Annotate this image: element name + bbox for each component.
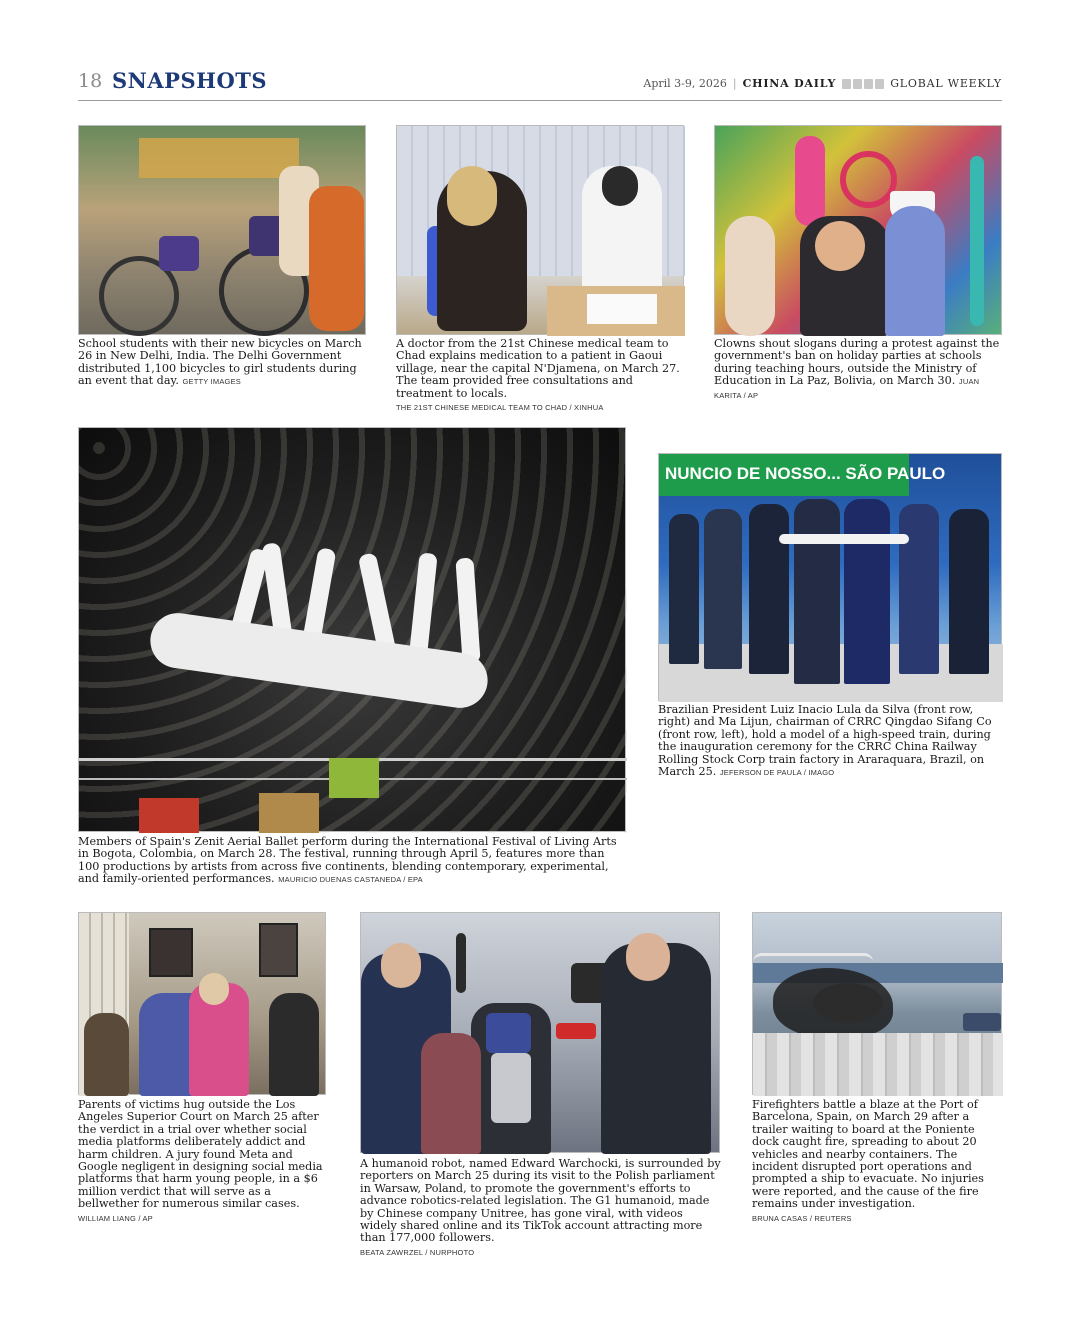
photo-credit: WILLIAM LIANG / AP [78, 1213, 153, 1223]
photo-credit: BRUNA CASAS / REUTERS [752, 1213, 852, 1223]
caption-text: A humanoid robot, named Edward Warchocki, is surrounded by reporters on March 25 during its visit to the Polish parliament in Warsaw, Poland, to promote the government's efforts to advance robotics-related legislation. The G1 humanoid, made by Chinese company Unitree, has gone viral, with videos widely shared online and its TikTok account attracting more than 177,000 followers. [360, 1157, 721, 1245]
photo-credit: MAURICIO DUENAS CASTANEDA / EPA [278, 875, 423, 885]
sign-text: NUNCIO DE NOSSO... SÃO PAULO [665, 464, 946, 483]
section-title: SNAPSHOTS [112, 68, 268, 93]
caption-port-fire [752, 1099, 1004, 1225]
masthead [643, 77, 1002, 90]
photo-credit: JEFERSON DE PAULA / IMAGO [719, 768, 835, 778]
caption-humanoid-robot [360, 1158, 722, 1259]
separator: | [732, 77, 737, 90]
caption-text: Clowns shout slogans during a protest against the government's ban on holiday parties at schools during teaching hours, outside the Ministry of Education in La Paz, Bolivia, on March 30. [714, 337, 1000, 388]
caption-train-ceremony [658, 704, 1002, 779]
photo-bicycles [78, 125, 366, 335]
edition-name: GLOBAL WEEKLY [890, 77, 1002, 90]
photo-train-ceremony [658, 453, 1002, 701]
caption-text: A doctor from the 21st Chinese medical team to Chad explains medication to a patient in Gaoui village, near the capital N'Djamena, on March 27. The team provided free consultations and treatment to locals. [396, 337, 680, 400]
issue-date: April 3-9, 2026 [643, 77, 727, 90]
photo-aerial-ballet [78, 427, 626, 832]
brand-name: CHINA DAILY [742, 77, 837, 90]
caption-aerial-ballet [78, 836, 626, 887]
caption-bicycles [78, 338, 368, 389]
caption-text: Parents of victims hug outside the Los Angeles Superior Court on March 25 after the verdict in a trial over whether social media platforms deliberately addict and harm children. A jury found Meta and Google negligent in designing social media platforms that harm young people, in a $6 million verdict that will serve as a bellwether for numerous similar cases. [78, 1098, 323, 1211]
caption-text: Firefighters battle a blaze at the Port of Barcelona, Spain, on March 29 after a trailer waiting to board at the Poniente dock caught fire, spreading to about 20 vehicles and nearby containers. The incident disrupted port operations and prompted a ship to evacuate. No injuries were reported, and the cause of the fire remains under investigation. [752, 1098, 984, 1211]
caption-text: Members of Spain's Zenit Aerial Ballet perform during the International Festival of Living Arts in Bogota, Colombia, on March 28. The festival, running through April 5, features more than 100 productions by artists from across five continents, blending contemporary, experimental, and family-oriented performances. [78, 835, 617, 886]
photo-humanoid-robot [360, 912, 720, 1153]
chinese-logo-icon [842, 79, 884, 89]
photo-credit: THE 21ST CHINESE MEDICAL TEAM TO CHAD / XINHUA [396, 403, 604, 413]
photo-credit: JUAN KARITA / AP [714, 377, 980, 400]
photo-credit: GETTY IMAGES [182, 377, 241, 387]
photo-clowns-protest [714, 125, 1002, 335]
photo-doctor-chad [396, 125, 684, 335]
caption-text: School students with their new bicycles on March 26 in New Delhi, India. The Delhi Government distributed 1,100 bicycles to girl students during an event that day. [78, 337, 362, 388]
page-number: 18 [78, 70, 103, 92]
photo-court-hug [78, 912, 326, 1095]
caption-court-hug [78, 1099, 330, 1225]
caption-clowns-protest [714, 338, 1004, 402]
caption-text: Brazilian President Luiz Inacio Lula da Silva (front row, right) and Ma Lijun, chairman of CRRC Qingdao Sifang Co (front row, left), hold a model of a high-speed train, during the inauguration ceremony for the CRRC China Railway Rolling Stock Corp train factory in Araraquara, Brazil, on March 25. [658, 703, 992, 779]
page-header [78, 66, 1002, 101]
photo-port-fire [752, 912, 1002, 1095]
ceremony-sign [665, 456, 946, 492]
photo-credit: BEATA ZAWRZEL / NURPHOTO [360, 1247, 475, 1257]
caption-doctor-chad [396, 338, 686, 414]
